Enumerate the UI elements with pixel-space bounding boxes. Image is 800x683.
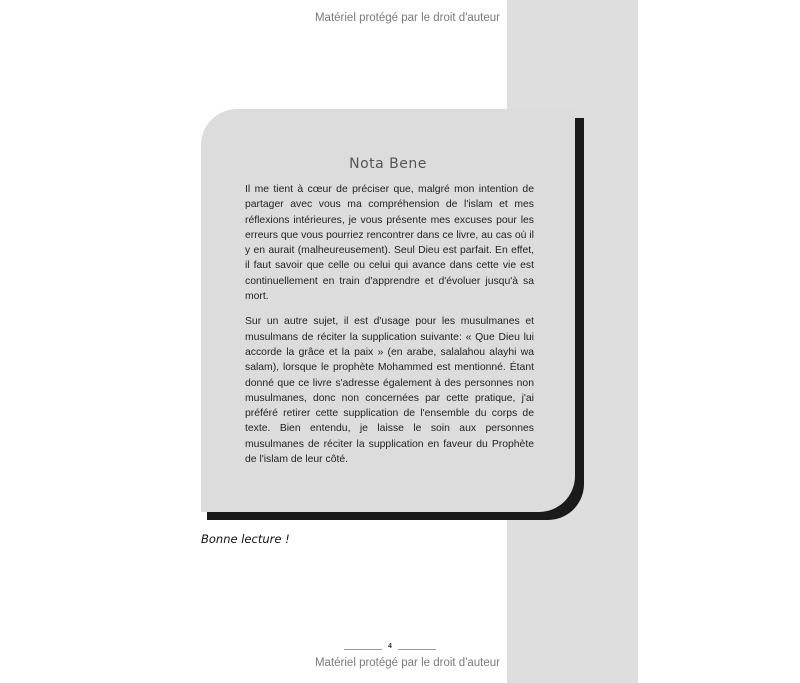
note-title: Nota Bene [349, 156, 427, 172]
closing-line: Bonne lecture ! [201, 532, 290, 546]
note-body [245, 182, 534, 477]
nota-bene-box [201, 109, 575, 512]
note-paragraph-2: Sur un autre sujet, il est d'usage pour les musulmanes et musulmans de réciter la supplication suivante: « Que Dieu lui accorde la grâce et la paix » (en arabe, salalahou alayhi wa salam), lorsque le prophète Mohammed est mentionné. Étant donné que ce livre s'adresse également à des personnes non musulmanes, donc non concernées par cette pratique, j'ai préféré retirer cette supplication de l'ensemble du corps de texte. Bien entendu, je laisse le soin aux personnes musulmanes de réciter la supplication en faveur du Prophète de l'islam de leur côté. [245, 316, 534, 466]
page-number-row [340, 643, 440, 655]
note-paragraph-1: Il me tient à cœur de préciser que, malgré mon intention de partager avec vous ma compréhension de l'islam et mes réflexions intérieures, je vous présente mes excuses pour les erreurs que vous pourriez rencontrer dans ce livre, au cas où il y en aurait (malheureusement). Seul Dieu est parfait. En effet, il faut savoir que celle ou celui qui avance dans cette vie est continuellement en train d'apprendre et d'évoluer jusqu'à sa mort. [245, 184, 534, 303]
page-number: 4 [388, 643, 392, 650]
footer-copyright-notice: Matériel protégé par le droit d'auteur [314, 657, 500, 669]
header-copyright-notice: Matériel protégé par le droit d'auteur [314, 12, 500, 24]
page-number-rule-right [398, 649, 436, 650]
